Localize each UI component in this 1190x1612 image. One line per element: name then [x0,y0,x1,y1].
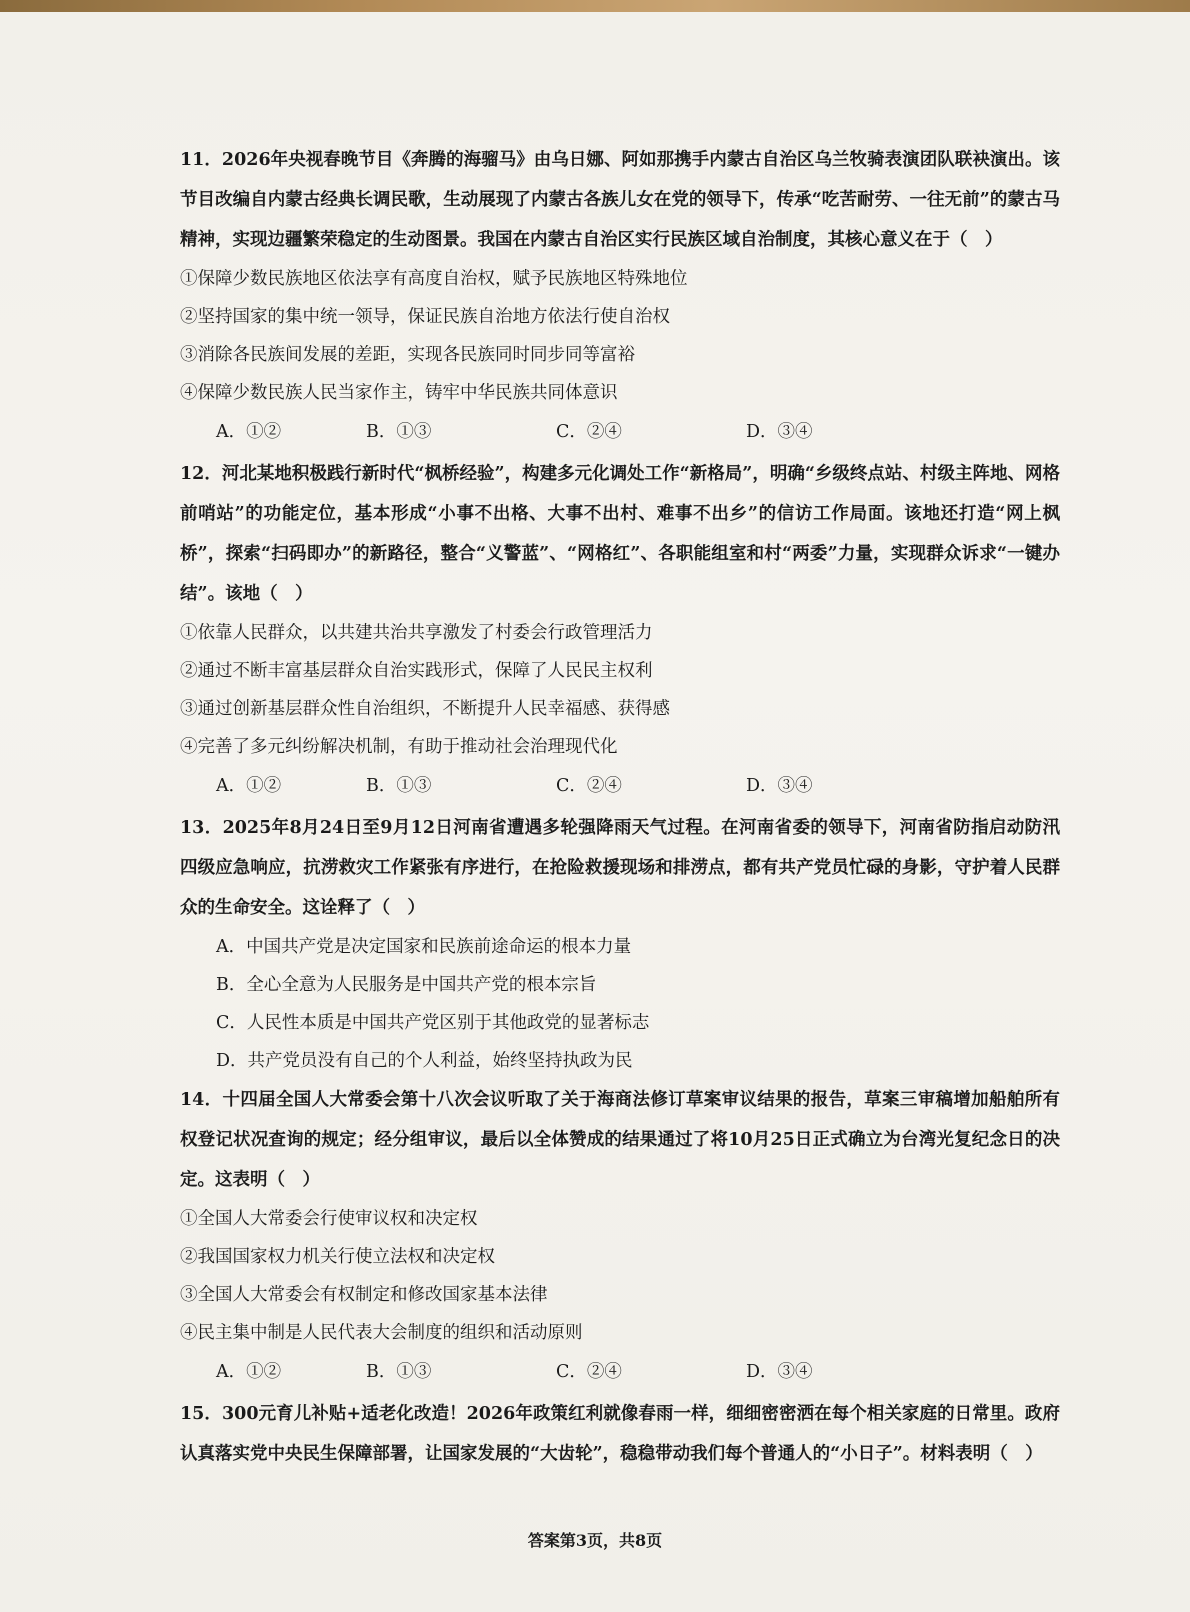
choice-b: B．①③ [366,776,432,796]
answer-choices [216,1352,1060,1392]
question-stem: 13．2025年8月24日至9月12日河南省遭遇多轮强降雨天气过程。在河南省委的领导下，河南省防指启动防汛四级应急响应，抗涝救灾工作紧张有序进行，在抢险救援现场和排涝点，都有共产党员忙碌的身影，守护着人民群众的生命安全。这诠释了（ ） [180,818,1060,918]
choice-b: B．①③ [366,1362,432,1382]
option-a: A．中国共产党是决定国家和民族前途命运的根本力量 [216,937,632,957]
question-11 [180,140,1060,452]
statement: ②通过不断丰富基层群众自治实践形式，保障了人民民主权利 [180,661,653,681]
choice-a: A．①② [216,422,282,442]
question-13 [180,808,1060,1080]
question-list [180,140,1060,1474]
question-stem: 14．十四届全国人大常委会第十八次会议听取了关于海商法修订草案审议结果的报告，草案三审稿增加船舶所有权登记状况查询的规定；经分组审议，最后以全体赞成的结果通过了将10月25日正式确立为台湾光复纪念日的决定。这表明（ ） [180,1090,1060,1190]
choice-d: D．③④ [746,422,813,442]
question-15 [180,1394,1060,1474]
page-footer: 答案第3页，共8页 [527,1531,663,1550]
question-stem: 12．河北某地积极践行新时代“枫桥经验”，构建多元化调处工作“新格局”，明确“乡级终点站、村级主阵地、网格前哨站”的功能定位，基本形成“小事不出格、大事不出村、难事不出乡”的信访工作局面。该地还打造“网上枫桥”，探索“扫码即办”的新路径，整合“义警蓝”、“网格红”、各职能组室和村“两委”力量，实现群众诉求“一键办结”。该地（ ） [180,464,1060,604]
statement: ④民主集中制是人民代表大会制度的组织和活动原则 [180,1323,583,1343]
choice-c: C．②④ [556,776,622,796]
answer-choices [216,412,1060,452]
choice-a: A．①② [216,1362,282,1382]
choice-d: D．③④ [746,1362,813,1382]
page-top-edge [0,0,1190,12]
question-stem: 15．300元育儿补贴+适老化改造！2026年政策红利就像春雨一样，细细密密洒在每个相关家庭的日常里。政府认真落实党中央民生保障部署，让国家发展的“大齿轮”，稳稳带动我们每个普通人的“小日子”。材料表明（ ） [180,1404,1060,1464]
statement: ③通过创新基层群众性自治组织，不断提升人民幸福感、获得感 [180,699,670,719]
option-c: C．人民性本质是中国共产党区别于其他政党的显著标志 [216,1013,650,1033]
choice-c: C．②④ [556,422,622,442]
choice-a: A．①② [216,776,282,796]
statement: ①保障少数民族地区依法享有高度自治权，赋予民族地区特殊地位 [180,269,688,289]
statement: ②坚持国家的集中统一领导，保证民族自治地方依法行使自治权 [180,307,670,327]
statement: ③全国人大常委会有权制定和修改国家基本法律 [180,1285,548,1305]
choice-b: B．①③ [366,422,432,442]
choice-d: D．③④ [746,776,813,796]
question-12 [180,454,1060,806]
option-d: D．共产党员没有自己的个人利益，始终坚持执政为民 [216,1051,633,1071]
question-stem: 11．2026年央视春晚节目《奔腾的海骝马》由乌日娜、阿如那携手内蒙古自治区乌兰牧骑表演团队联袂演出。该节目改编自内蒙古经典长调民歌，生动展现了内蒙古各族儿女在党的领导下，传承“吃苦耐劳、一往无前”的蒙古马精神，实现边疆繁荣稳定的生动图景。我国在内蒙古自治区实行民族区域自治制度，其核心意义在于（ ） [180,150,1060,250]
statement: ④保障少数民族人民当家作主，铸牢中华民族共同体意识 [180,383,618,403]
statement: ②我国国家权力机关行使立法权和决定权 [180,1247,495,1267]
choice-c: C．②④ [556,1362,622,1382]
statement: ④完善了多元纠纷解决机制，有助于推动社会治理现代化 [180,737,618,757]
question-14 [180,1080,1060,1392]
statement: ③消除各民族间发展的差距，实现各民族同时同步同等富裕 [180,345,635,365]
statement: ①全国人大常委会行使审议权和决定权 [180,1209,478,1229]
answer-choices [216,766,1060,806]
option-b: B．全心全意为人民服务是中国共产党的根本宗旨 [216,975,597,995]
statement: ①依靠人民群众，以共建共治共享激发了村委会行政管理活力 [180,623,653,643]
